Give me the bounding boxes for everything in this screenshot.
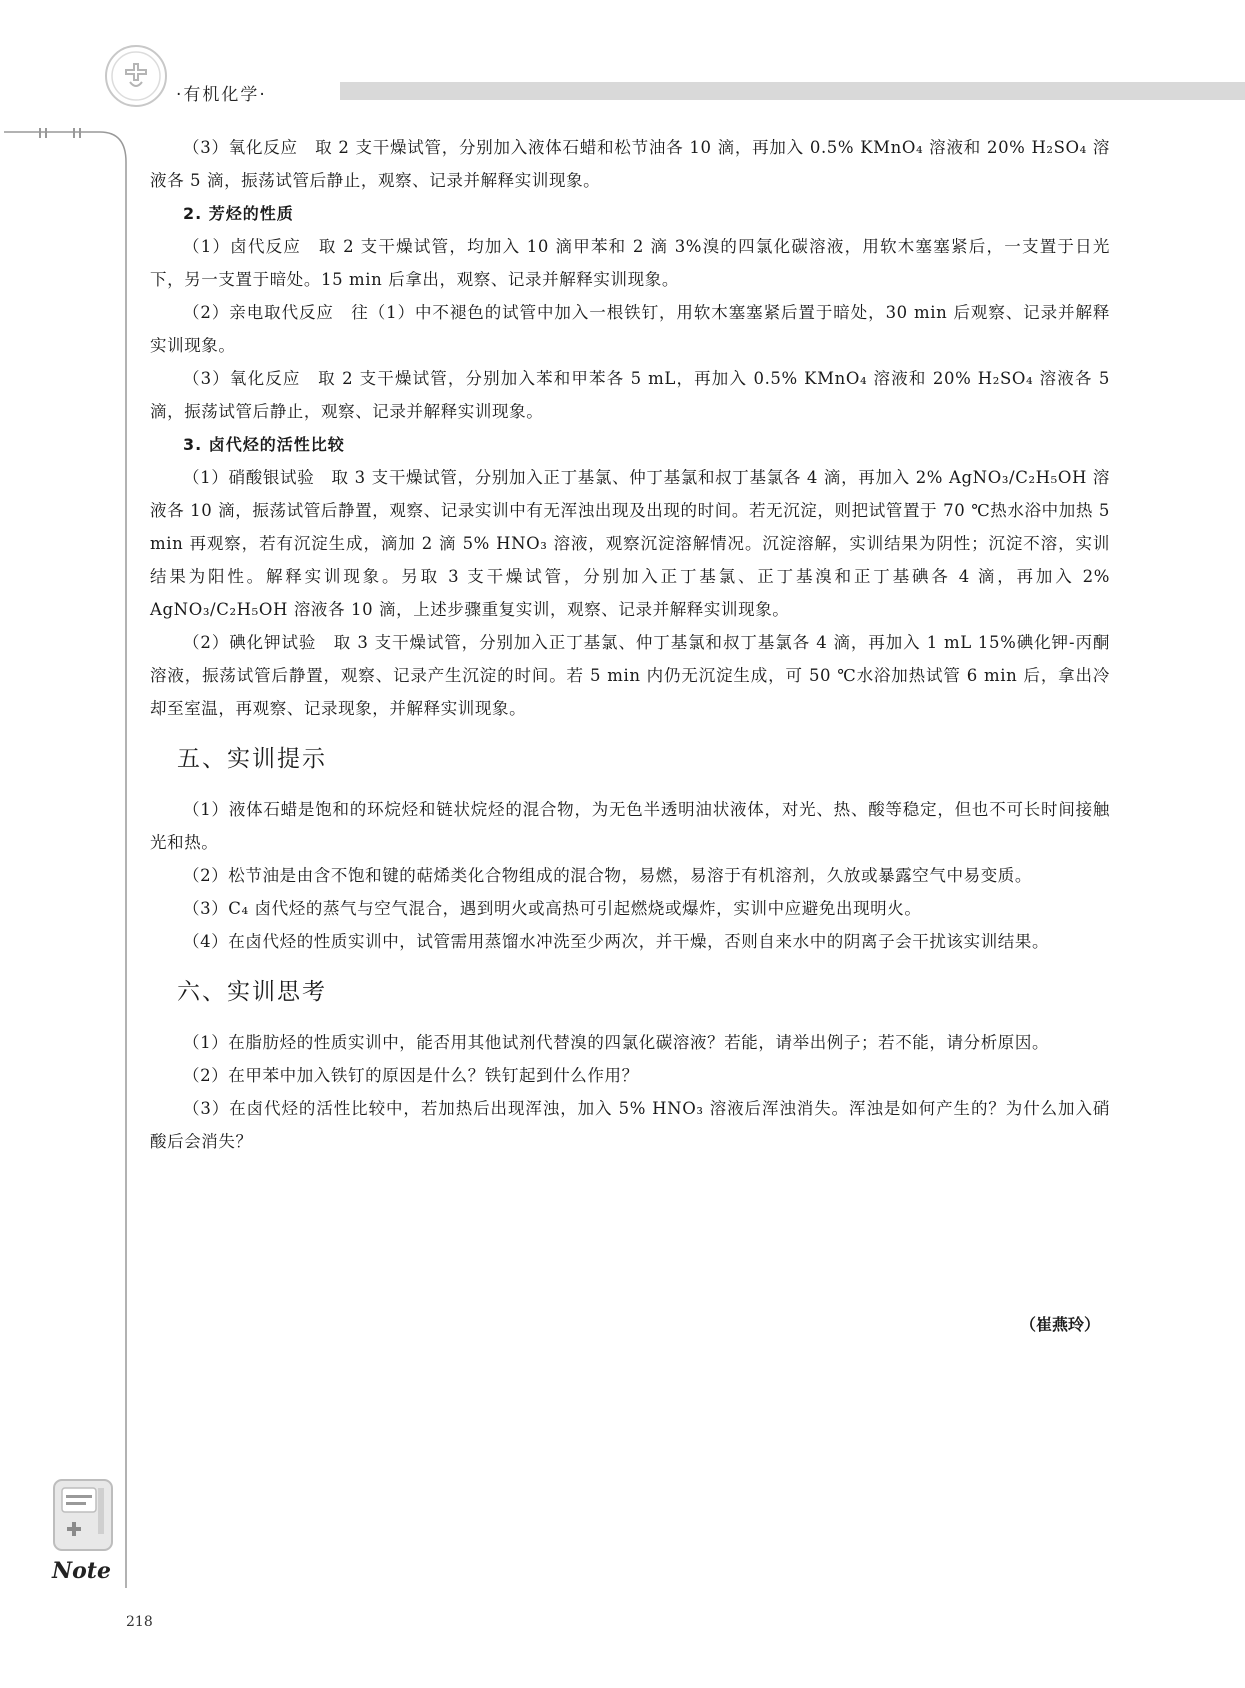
tip-test-tube-cleaning: （4）在卤代烃的性质实训中，试管需用蒸馏水冲洗至少两次，并干燥，否则自来水中的阴离子会干扰该实训结果。 (183, 932, 1050, 951)
tip-c4-haloalkane: （3）C₄ 卤代烃的蒸气与空气混合，遇到明火或高热可引起燃烧或爆炸，实训中应避免出现明火。 (183, 899, 922, 918)
paragraph-potassium-iodide-test: （2）碘化钾试验 取 3 支干燥试管，分别加入正丁基氯、仲丁基氯和叔丁基氯各 4 滴，再加入 1 mL 15%碘化钾-丙酮溶液，振荡试管后静置，观察、记录产生沉淀的时间。若 5 min 内仍无沉淀生成，可 50 ℃水浴加热试管 6 min 后，拿出冷却至室温，再观察、记录现象，并解释实训现象。 (150, 633, 1110, 718)
margin-rule-decoration (0, 128, 140, 1588)
subheading-haloalkane-activity: 3. 卤代烃的活性比较 (183, 435, 345, 454)
question-2: （2）在甲苯中加入铁钉的原因是什么？铁钉起到什么作用？ (183, 1066, 639, 1085)
subheading-aromatic-properties: 2. 芳烃的性质 (183, 204, 294, 223)
tip-turpentine: （2）松节油是由含不饱和键的萜烯类化合物组成的混合物，易燃，易溶于有机溶剂，久放或暴露空气中易变质。 (183, 866, 1032, 885)
section-heading-questions: 六、实训思考 (177, 979, 327, 1005)
paragraph-oxidation-aromatic: （3）氧化反应 取 2 支干燥试管，分别加入苯和甲苯各 5 mL，再加入 0.5% KMnO₄ 溶液和 20% H₂SO₄ 溶液各 5 滴，振荡试管后静止，观察、记录并解释实训现象。 (150, 369, 1110, 421)
question-1: （1）在脂肪烃的性质实训中，能否用其他试剂代替溴的四氯化碳溶液？若能，请举出例子；若不能，请分析原因。 (183, 1033, 1050, 1052)
main-content (150, 131, 1110, 1158)
note-label: Note (52, 1558, 111, 1584)
author-credit: （崔燕玲） (1020, 1315, 1101, 1334)
note-icon (52, 1474, 118, 1554)
paragraph-halogenation: （1）卤代反应 取 2 支干燥试管，均加入 10 滴甲苯和 2 滴 3%溴的四氯化碳溶液，用软木塞塞紧后，一支置于日光下，另一支置于暗处。15 min 后拿出，观察、记录并解释实训现象。 (150, 237, 1110, 289)
tip-liquid-paraffin: （1）液体石蜡是饱和的环烷烃和链状烷烃的混合物，为无色半透明油状液体，对光、热、酸等稳定，但也不可长时间接触光和热。 (150, 800, 1110, 852)
header-bar (340, 82, 1245, 100)
paragraph-silver-nitrate-test: （1）硝酸银试验 取 3 支干燥试管，分别加入正丁基氯、仲丁基氯和叔丁基氯各 4 滴，再加入 2% AgNO₃/C₂H₅OH 溶液各 10 滴，振荡试管后静置，观察、记录实训中有无浑浊出现及出现的时间。若无沉淀，则把试管置于 70 ℃热水浴中加热 5 min 再观察，若有沉淀生成，滴加 2 滴 5% HNO₃ 溶液，观察沉淀溶解情况。沉淀溶解，实训结果为阴性；沉淀不溶，实训结果为阳性。解释实训现象。另取 3 支干燥试管，分别加入正丁基氯、正丁基溴和正丁基碘各 4 滴，再加入 2% AgNO₃/C₂H₅OH 溶液各 10 滴，上述步骤重复实训，观察、记录并解释实训现象。 (150, 468, 1110, 619)
section-heading-tips: 五、实训提示 (177, 746, 327, 772)
question-3: （3）在卤代烃的活性比较中，若加热后出现浑浊，加入 5% HNO₃ 溶液后浑浊消失。浑浊是如何产生的？为什么加入硝酸后会消失？ (150, 1099, 1110, 1151)
book-logo-icon (104, 44, 168, 108)
paragraph-oxidation-aliphatic: （3）氧化反应 取 2 支干燥试管，分别加入液体石蜡和松节油各 10 滴，再加入 0.5% KMnO₄ 溶液和 20% H₂SO₄ 溶液各 5 滴，振荡试管后静止，观察、记录并解释实训现象。 (150, 138, 1110, 190)
running-header-title: ·有机化学· (176, 85, 267, 105)
page-number: 218 (126, 1614, 153, 1630)
paragraph-electrophilic-substitution: （2）亲电取代反应 往（1）中不褪色的试管中加入一根铁钉，用软木塞塞紧后置于暗处，30 min 后观察、记录并解释实训现象。 (150, 303, 1110, 355)
